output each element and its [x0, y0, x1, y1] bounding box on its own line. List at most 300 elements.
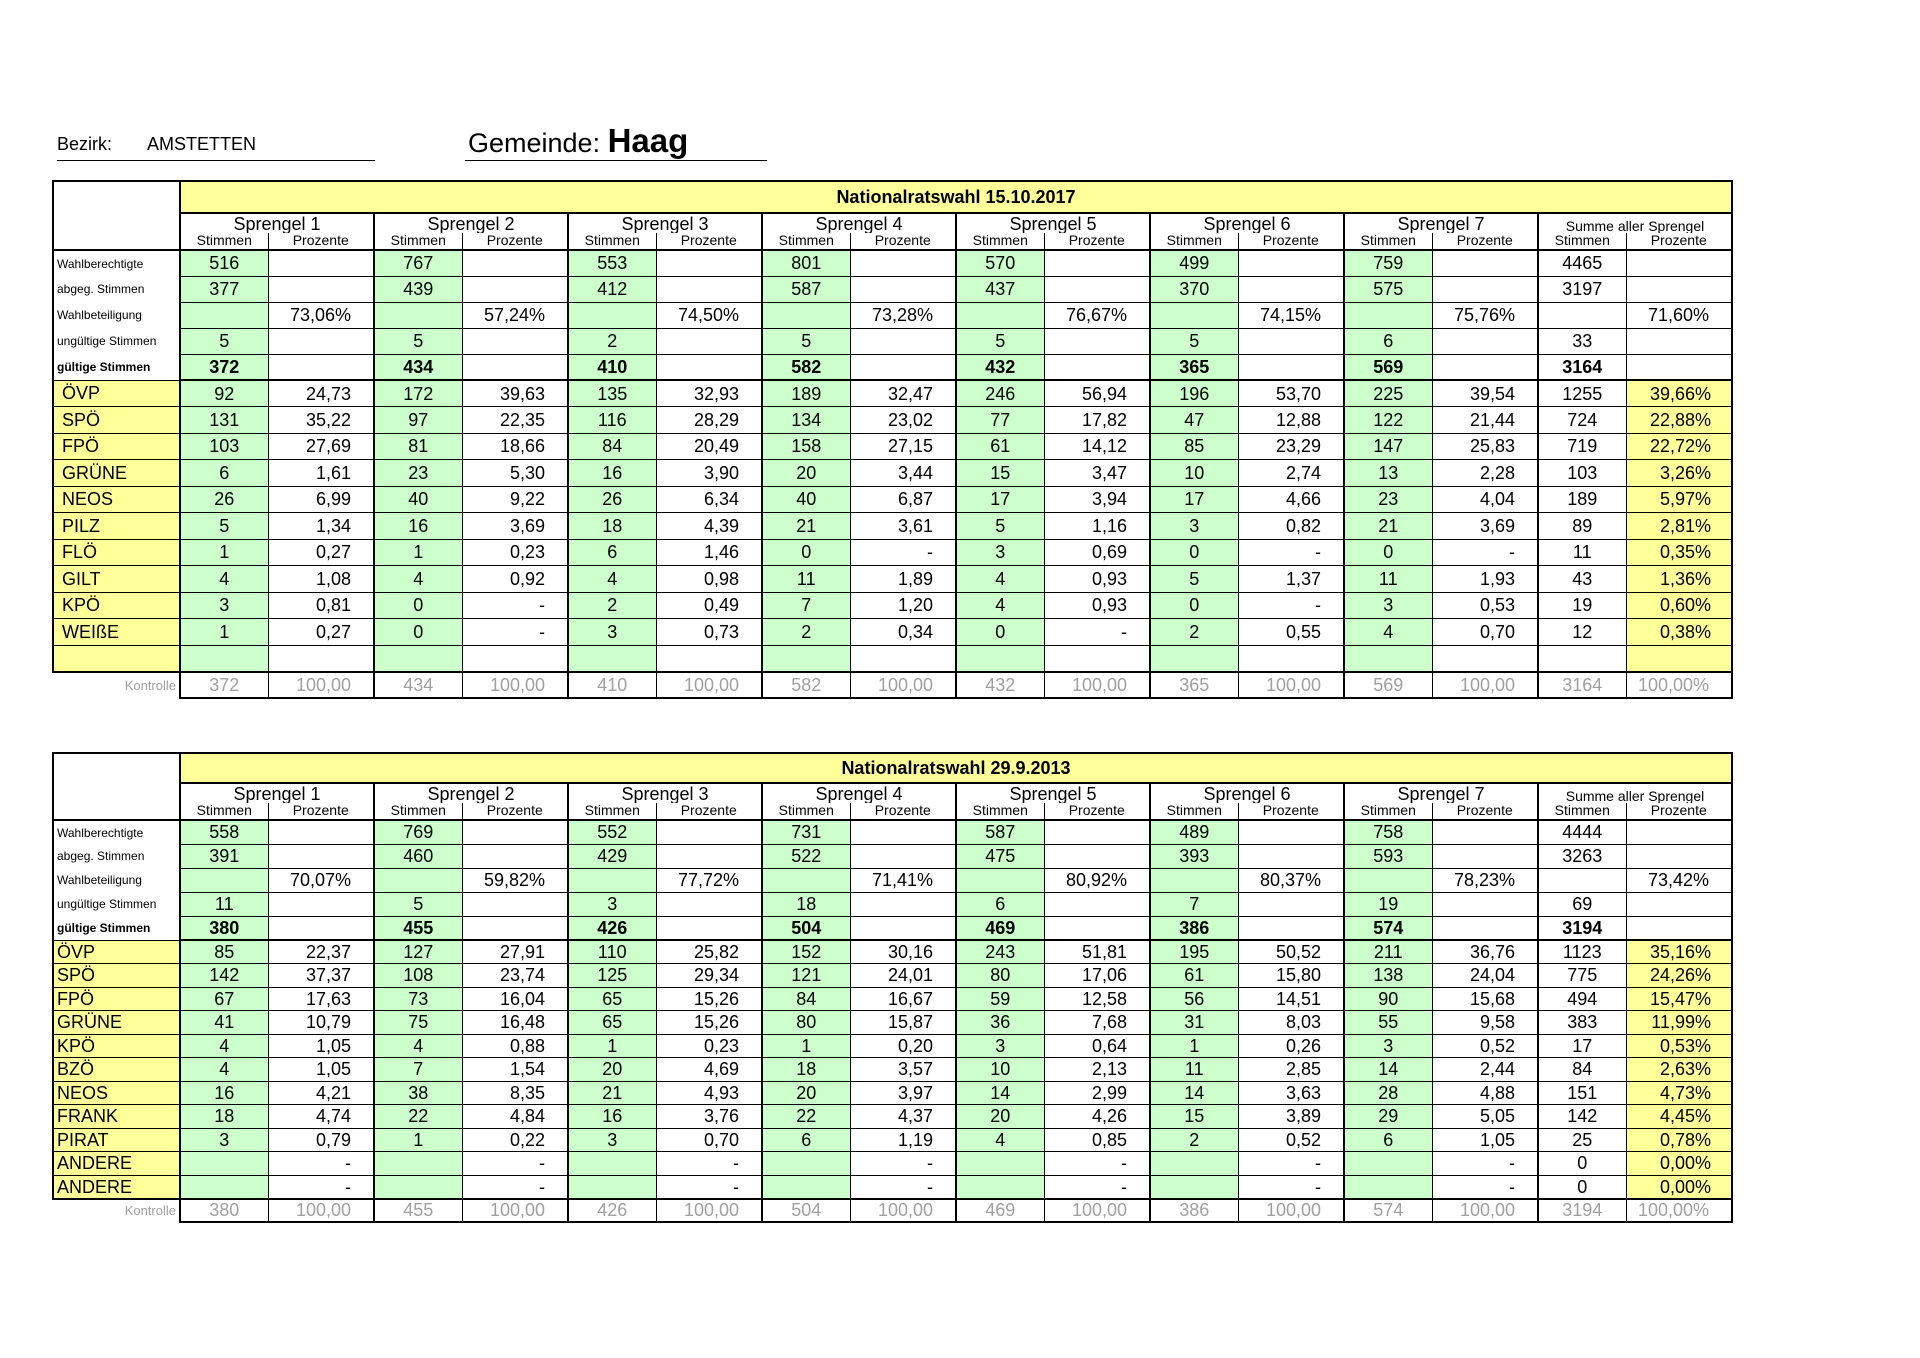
- sprengel-header: Sprengel 1: [180, 783, 374, 803]
- stimmen-cell: 11: [1344, 566, 1432, 593]
- prozente-cell: 15,26: [656, 987, 762, 1011]
- info-row: [53, 868, 1732, 892]
- party-row: [53, 460, 1732, 487]
- stimmen-cell: [956, 1175, 1044, 1199]
- prozente-cell: 39,54: [1432, 380, 1538, 407]
- prozente-cell: 1,34: [268, 513, 374, 540]
- stimmen-cell: 61: [956, 433, 1044, 460]
- results-table-1: [52, 180, 1733, 699]
- stimmen-cell: 121: [762, 964, 850, 988]
- prozente-cell: -: [268, 1175, 374, 1199]
- prozente-cell: [656, 276, 762, 302]
- stimmen-cell: 14: [1344, 1058, 1432, 1082]
- stimmen-cell: 489: [1150, 820, 1238, 844]
- prozente-cell: 74,50%: [656, 302, 762, 328]
- stimmen-cell: 84: [568, 433, 656, 460]
- stimmen-cell: 4: [956, 592, 1044, 619]
- stimmen-cell: 103: [1538, 460, 1626, 487]
- party-label: GRÜNE: [53, 1011, 180, 1035]
- stimmen-cell: 151: [1538, 1081, 1626, 1105]
- stimmen-cell: 16: [180, 1081, 268, 1105]
- prozente-cell: 74,15%: [1238, 302, 1344, 328]
- prozente-cell: 0,27: [268, 539, 374, 566]
- stimmen-cell: 122: [1344, 407, 1432, 434]
- stimmen-cell: 11: [1150, 1058, 1238, 1082]
- prozente-cell: 1,93: [1432, 566, 1538, 593]
- prozente-cell: -: [1044, 619, 1150, 646]
- prozente-cell: -: [1238, 1152, 1344, 1176]
- prozente-cell: 22,72%: [1626, 433, 1732, 460]
- stimmen-subheader: Stimmen: [1150, 803, 1238, 820]
- stimmen-cell: [180, 868, 268, 892]
- stimmen-cell: 1: [374, 539, 462, 566]
- prozente-cell: [1044, 820, 1150, 844]
- stimmen-cell: 26: [568, 486, 656, 513]
- prozente-cell: [1626, 328, 1732, 354]
- prozente-cell: 5,30: [462, 460, 568, 487]
- party-row: [53, 433, 1732, 460]
- stimmen-cell: 494: [1538, 987, 1626, 1011]
- prozente-cell: 0,52: [1432, 1034, 1538, 1058]
- prozente-cell: [1238, 276, 1344, 302]
- party-row: [53, 1034, 1732, 1058]
- stimmen-cell: 2: [568, 592, 656, 619]
- stimmen-subheader: Stimmen: [180, 803, 268, 820]
- info-row: [53, 892, 1732, 916]
- info-row: [53, 820, 1732, 844]
- prozente-cell: 0,00%: [1626, 1175, 1732, 1199]
- gemeinde-underline: [465, 160, 767, 161]
- prozente-cell: 24,26%: [1626, 964, 1732, 988]
- row-label: gültige Stimmen: [53, 354, 180, 380]
- prozente-cell: 4,45%: [1626, 1105, 1732, 1129]
- prozente-cell: 4,04: [1432, 486, 1538, 513]
- prozente-cell: [268, 916, 374, 940]
- stimmen-cell: 97: [374, 407, 462, 434]
- prozente-cell: 6,99: [268, 486, 374, 513]
- prozente-cell: 73,42%: [1626, 868, 1732, 892]
- stimmen-cell: 36: [956, 1011, 1044, 1035]
- prozente-cell: 39,66%: [1626, 380, 1732, 407]
- prozente-cell: 9,22: [462, 486, 568, 513]
- control-stimmen-cell: 410: [568, 672, 656, 698]
- prozente-cell: 4,69: [656, 1058, 762, 1082]
- prozente-cell: 3,69: [1432, 513, 1538, 540]
- bezirk-value: AMSTETTEN: [147, 134, 257, 154]
- stimmen-cell: 0: [1150, 592, 1238, 619]
- control-stimmen-cell: 434: [374, 672, 462, 698]
- stimmen-subheader: Stimmen: [956, 803, 1044, 820]
- prozente-cell: -: [656, 1175, 762, 1199]
- stimmen-subheader: Stimmen: [180, 233, 268, 250]
- stimmen-subheader: Stimmen: [374, 803, 462, 820]
- prozente-cell: 4,73%: [1626, 1081, 1732, 1105]
- prozente-cell: [268, 645, 374, 672]
- prozente-cell: 5,97%: [1626, 486, 1732, 513]
- stimmen-subheader: Stimmen: [762, 803, 850, 820]
- party-row: [53, 1128, 1732, 1152]
- party-label: WEIßE: [53, 619, 180, 646]
- prozente-cell: 4,37: [850, 1105, 956, 1129]
- prozente-cell: 15,68: [1432, 987, 1538, 1011]
- party-label: FPÖ: [53, 433, 180, 460]
- stimmen-cell: [956, 868, 1044, 892]
- prozente-cell: 0,70: [1432, 619, 1538, 646]
- stimmen-cell: 4: [956, 1128, 1044, 1152]
- party-row: [53, 566, 1732, 593]
- stimmen-cell: 127: [374, 940, 462, 964]
- prozente-cell: 0,85: [1044, 1128, 1150, 1152]
- prozente-cell: 0,23: [462, 539, 568, 566]
- stimmen-cell: [1344, 1175, 1432, 1199]
- prozente-cell: [268, 892, 374, 916]
- prozente-cell: 3,90: [656, 460, 762, 487]
- stimmen-cell: 16: [568, 1105, 656, 1129]
- stimmen-cell: 23: [374, 460, 462, 487]
- prozente-cell: -: [1432, 539, 1538, 566]
- prozente-cell: -: [1044, 1175, 1150, 1199]
- prozente-cell: [850, 820, 956, 844]
- stimmen-cell: 92: [180, 380, 268, 407]
- prozente-subheader: Prozente: [1432, 803, 1538, 820]
- prozente-cell: 0,98: [656, 566, 762, 593]
- prozente-subheader: Prozente: [1238, 803, 1344, 820]
- gemeinde-heading: [468, 122, 688, 160]
- stimmen-cell: [180, 302, 268, 328]
- stimmen-cell: 20: [956, 1105, 1044, 1129]
- prozente-cell: 14,12: [1044, 433, 1150, 460]
- prozente-cell: 0,34: [850, 619, 956, 646]
- stimmen-cell: [568, 645, 656, 672]
- party-row: [53, 513, 1732, 540]
- control-stimmen-cell: 386: [1150, 1199, 1238, 1223]
- prozente-cell: [850, 328, 956, 354]
- prozente-cell: 20,49: [656, 433, 762, 460]
- prozente-cell: 1,05: [1432, 1128, 1538, 1152]
- stimmen-cell: 593: [1344, 844, 1432, 868]
- prozente-cell: 0,81: [268, 592, 374, 619]
- stimmen-cell: [1538, 645, 1626, 672]
- stimmen-cell: 365: [1150, 354, 1238, 380]
- party-label: SPÖ: [53, 964, 180, 988]
- stimmen-cell: 3: [1344, 592, 1432, 619]
- prozente-cell: 2,74: [1238, 460, 1344, 487]
- prozente-cell: [1432, 820, 1538, 844]
- stimmen-cell: [1344, 1152, 1432, 1176]
- prozente-cell: 80,92%: [1044, 868, 1150, 892]
- stimmen-cell: 499: [1150, 250, 1238, 276]
- prozente-cell: [656, 328, 762, 354]
- prozente-subheader: Prozente: [268, 803, 374, 820]
- prozente-cell: [268, 354, 374, 380]
- prozente-cell: 56,94: [1044, 380, 1150, 407]
- prozente-cell: [268, 328, 374, 354]
- stimmen-cell: 380: [180, 916, 268, 940]
- row-label: gültige Stimmen: [53, 916, 180, 940]
- prozente-cell: 3,63: [1238, 1081, 1344, 1105]
- party-label: NEOS: [53, 1081, 180, 1105]
- prozente-cell: -: [268, 1152, 374, 1176]
- prozente-cell: 57,24%: [462, 302, 568, 328]
- stimmen-cell: 31: [1150, 1011, 1238, 1035]
- stimmen-cell: 16: [568, 460, 656, 487]
- stimmen-cell: 0: [762, 539, 850, 566]
- prozente-cell: 25,83: [1432, 433, 1538, 460]
- prozente-cell: 0,60%: [1626, 592, 1732, 619]
- sum-header: Summe aller Sprengel: [1538, 213, 1732, 233]
- stimmen-cell: 20: [762, 460, 850, 487]
- stimmen-cell: 18: [762, 892, 850, 916]
- prozente-cell: [1626, 820, 1732, 844]
- gemeinde-value: Haag: [607, 122, 689, 159]
- prozente-cell: 0,00%: [1626, 1152, 1732, 1176]
- row-label: ungültige Stimmen: [53, 892, 180, 916]
- stimmen-cell: 2: [1150, 619, 1238, 646]
- stimmen-cell: 6: [956, 892, 1044, 916]
- stimmen-cell: 574: [1344, 916, 1432, 940]
- party-row: [53, 1081, 1732, 1105]
- prozente-subheader: Prozente: [850, 233, 956, 250]
- party-label: PIRAT: [53, 1128, 180, 1152]
- stimmen-cell: 15: [956, 460, 1044, 487]
- stimmen-cell: 18: [568, 513, 656, 540]
- prozente-cell: 1,37: [1238, 566, 1344, 593]
- stimmen-cell: 587: [956, 820, 1044, 844]
- stimmen-cell: 2: [568, 328, 656, 354]
- stimmen-subheader: Stimmen: [568, 803, 656, 820]
- party-label: FRANK: [53, 1105, 180, 1129]
- prozente-cell: 9,58: [1432, 1011, 1538, 1035]
- party-label: ÖVP: [53, 380, 180, 407]
- prozente-cell: 0,22: [462, 1128, 568, 1152]
- stimmen-cell: 504: [762, 916, 850, 940]
- stimmen-cell: 116: [568, 407, 656, 434]
- stimmen-cell: 516: [180, 250, 268, 276]
- stimmen-cell: 0: [956, 619, 1044, 646]
- prozente-cell: [1044, 354, 1150, 380]
- prozente-cell: -: [1238, 1175, 1344, 1199]
- stimmen-cell: 243: [956, 940, 1044, 964]
- prozente-subheader: Prozente: [1044, 803, 1150, 820]
- stimmen-cell: 43: [1538, 566, 1626, 593]
- stimmen-cell: [180, 645, 268, 672]
- prozente-cell: [268, 250, 374, 276]
- prozente-cell: -: [1432, 1152, 1538, 1176]
- prozente-cell: 50,52: [1238, 940, 1344, 964]
- control-prozente-cell: 100,00: [1238, 1199, 1344, 1223]
- stimmen-cell: 225: [1344, 380, 1432, 407]
- stimmen-cell: 25: [1538, 1128, 1626, 1152]
- party-label: ANDERE: [53, 1152, 180, 1176]
- prozente-cell: 3,57: [850, 1058, 956, 1082]
- party-row: [53, 964, 1732, 988]
- prozente-cell: -: [850, 1175, 956, 1199]
- prozente-cell: [1432, 916, 1538, 940]
- prozente-cell: [1432, 276, 1538, 302]
- stimmen-cell: 125: [568, 964, 656, 988]
- stimmen-cell: 134: [762, 407, 850, 434]
- prozente-cell: 27,69: [268, 433, 374, 460]
- stimmen-cell: 4465: [1538, 250, 1626, 276]
- stimmen-cell: 731: [762, 820, 850, 844]
- party-label: FLÖ: [53, 539, 180, 566]
- prozente-cell: 78,23%: [1432, 868, 1538, 892]
- stimmen-cell: [1150, 302, 1238, 328]
- stimmen-cell: 131: [180, 407, 268, 434]
- prozente-cell: [850, 354, 956, 380]
- stimmen-cell: 211: [1344, 940, 1432, 964]
- stimmen-subheader: Stimmen: [1344, 803, 1432, 820]
- stimmen-subheader: Stimmen: [956, 233, 1044, 250]
- stimmen-cell: [374, 1152, 462, 1176]
- sprengel-header: Sprengel 5: [956, 213, 1150, 233]
- stimmen-cell: [762, 1152, 850, 1176]
- party-row: [53, 539, 1732, 566]
- stimmen-cell: 15: [1150, 1105, 1238, 1129]
- stimmen-cell: 3: [180, 592, 268, 619]
- prozente-cell: -: [462, 1175, 568, 1199]
- stimmen-cell: [956, 302, 1044, 328]
- control-prozente-cell: 100,00: [1044, 1199, 1150, 1223]
- stimmen-cell: 4: [1344, 619, 1432, 646]
- prozente-subheader: Prozente: [850, 803, 956, 820]
- prozente-cell: [1044, 892, 1150, 916]
- prozente-cell: -: [1432, 1175, 1538, 1199]
- stimmen-cell: [1538, 302, 1626, 328]
- stimmen-subheader: Stimmen: [1150, 233, 1238, 250]
- stimmen-cell: 4444: [1538, 820, 1626, 844]
- stimmen-cell: 16: [374, 513, 462, 540]
- stimmen-cell: 81: [374, 433, 462, 460]
- sprengel-header: Sprengel 2: [374, 783, 568, 803]
- stimmen-cell: [568, 1152, 656, 1176]
- sprengel-header: Sprengel 4: [762, 213, 956, 233]
- prozente-cell: 11,99%: [1626, 1011, 1732, 1035]
- prozente-cell: [462, 250, 568, 276]
- prozente-cell: 23,02: [850, 407, 956, 434]
- prozente-cell: [1432, 354, 1538, 380]
- stimmen-cell: 65: [568, 1011, 656, 1035]
- stimmen-cell: 110: [568, 940, 656, 964]
- stimmen-cell: 4: [180, 566, 268, 593]
- prozente-cell: [1626, 892, 1732, 916]
- prozente-cell: [656, 354, 762, 380]
- control-prozente-cell: 100,00%: [1626, 672, 1732, 698]
- sprengel-header: Sprengel 5: [956, 783, 1150, 803]
- control-prozente-cell: 100,00: [268, 1199, 374, 1223]
- stimmen-cell: 5: [180, 328, 268, 354]
- stimmen-cell: 767: [374, 250, 462, 276]
- table-title: Nationalratswahl 29.9.2013: [180, 753, 1732, 783]
- party-row: [53, 1058, 1732, 1082]
- prozente-cell: 35,16%: [1626, 940, 1732, 964]
- stimmen-cell: 21: [1344, 513, 1432, 540]
- prozente-cell: 32,47: [850, 380, 956, 407]
- stimmen-cell: 56: [1150, 987, 1238, 1011]
- stimmen-cell: 582: [762, 354, 850, 380]
- stimmen-subheader: Stimmen: [1538, 803, 1626, 820]
- info-row: [53, 328, 1732, 354]
- prozente-cell: -: [1044, 1152, 1150, 1176]
- control-stimmen-cell: 469: [956, 1199, 1044, 1223]
- prozente-cell: 21,44: [1432, 407, 1538, 434]
- prozente-cell: 0,20: [850, 1034, 956, 1058]
- stimmen-cell: 370: [1150, 276, 1238, 302]
- prozente-cell: 2,99: [1044, 1081, 1150, 1105]
- prozente-cell: 17,82: [1044, 407, 1150, 434]
- stimmen-cell: 393: [1150, 844, 1238, 868]
- prozente-cell: 39,63: [462, 380, 568, 407]
- prozente-cell: 8,03: [1238, 1011, 1344, 1035]
- stimmen-cell: 434: [374, 354, 462, 380]
- prozente-cell: 0,93: [1044, 566, 1150, 593]
- stimmen-cell: 20: [762, 1081, 850, 1105]
- stimmen-cell: 759: [1344, 250, 1432, 276]
- stimmen-cell: [1150, 1152, 1238, 1176]
- stimmen-cell: 142: [180, 964, 268, 988]
- prozente-cell: -: [1238, 592, 1344, 619]
- stimmen-cell: 189: [1538, 486, 1626, 513]
- stimmen-cell: 108: [374, 964, 462, 988]
- prozente-cell: [656, 250, 762, 276]
- prozente-cell: 1,36%: [1626, 566, 1732, 593]
- control-label: Kontrolle: [53, 1199, 180, 1223]
- prozente-cell: [656, 844, 762, 868]
- control-prozente-cell: 100,00: [462, 1199, 568, 1223]
- control-row: [53, 1199, 1732, 1223]
- prozente-cell: 1,05: [268, 1058, 374, 1082]
- stimmen-cell: 429: [568, 844, 656, 868]
- info-row: [53, 302, 1732, 328]
- stimmen-cell: 21: [568, 1081, 656, 1105]
- stimmen-cell: 7: [762, 592, 850, 619]
- prozente-cell: 16,04: [462, 987, 568, 1011]
- row-label: Wahlbeteiligung: [53, 302, 180, 328]
- prozente-cell: [1238, 892, 1344, 916]
- party-label: SPÖ: [53, 407, 180, 434]
- prozente-cell: 17,06: [1044, 964, 1150, 988]
- prozente-cell: [850, 276, 956, 302]
- stimmen-cell: 5: [1150, 566, 1238, 593]
- prozente-cell: [462, 892, 568, 916]
- prozente-cell: 2,28: [1432, 460, 1538, 487]
- prozente-cell: 23,74: [462, 964, 568, 988]
- control-prozente-cell: 100,00: [1044, 672, 1150, 698]
- stimmen-cell: 460: [374, 844, 462, 868]
- stimmen-cell: 0: [1344, 539, 1432, 566]
- stimmen-cell: [568, 302, 656, 328]
- sprengel-header: Sprengel 1: [180, 213, 374, 233]
- stimmen-cell: 90: [1344, 987, 1432, 1011]
- prozente-cell: 2,44: [1432, 1058, 1538, 1082]
- stimmen-cell: 10: [956, 1058, 1044, 1082]
- stimmen-cell: [1150, 1175, 1238, 1199]
- stimmen-cell: 84: [762, 987, 850, 1011]
- prozente-cell: 1,61: [268, 460, 374, 487]
- prozente-cell: [1432, 250, 1538, 276]
- prozente-cell: 16,67: [850, 987, 956, 1011]
- stimmen-cell: 19: [1344, 892, 1432, 916]
- stimmen-cell: 7: [374, 1058, 462, 1082]
- control-stimmen-cell: 372: [180, 672, 268, 698]
- stimmen-cell: 575: [1344, 276, 1432, 302]
- prozente-cell: -: [850, 1152, 956, 1176]
- prozente-cell: 28,29: [656, 407, 762, 434]
- stimmen-cell: 391: [180, 844, 268, 868]
- stimmen-cell: 14: [956, 1081, 1044, 1105]
- stimmen-cell: 28: [1344, 1081, 1432, 1105]
- stimmen-cell: [374, 645, 462, 672]
